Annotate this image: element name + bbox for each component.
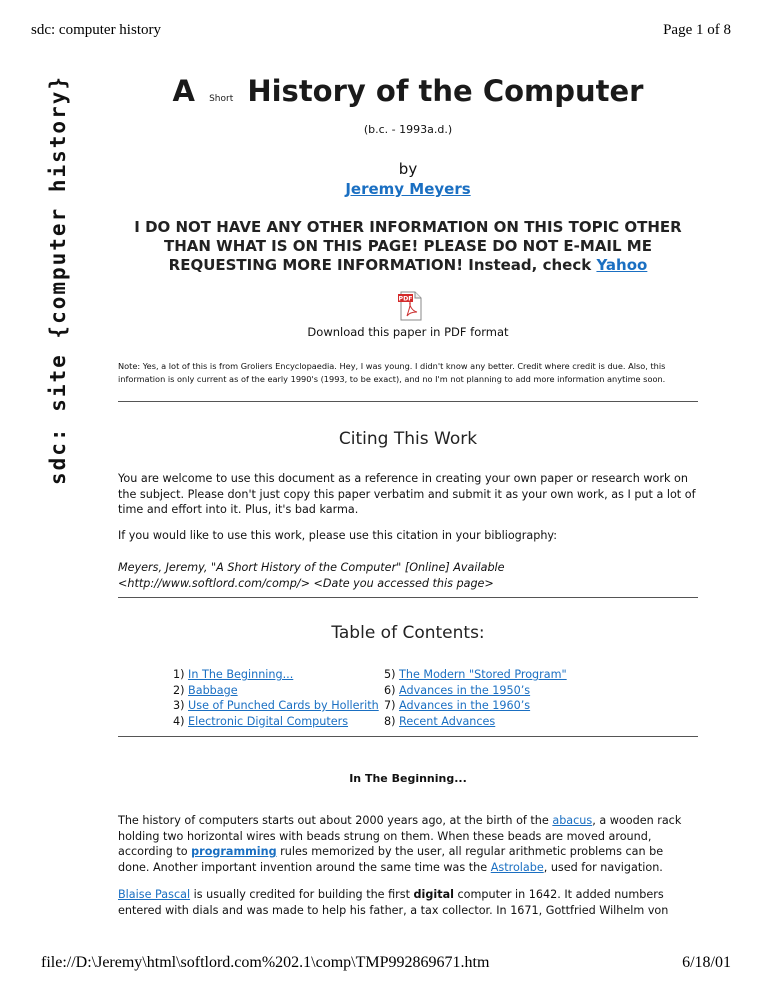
print-footer-path: file://D:\Jeremy\html\softlord.com%202.1\comp\TMP992869671.htm [41, 954, 490, 971]
print-header-page: Page 1 of 8 [663, 22, 731, 38]
toc-item [173, 698, 379, 714]
text-run: The history of computers starts out about 2000 years ago, at the birth of the [118, 814, 549, 827]
pascal-link[interactable]: Blaise Pascal [118, 888, 191, 901]
toc-heading: Table of Contents: [331, 623, 485, 643]
toc-item [384, 683, 567, 699]
text-run: , used for navigation. [543, 860, 663, 874]
citation-text [118, 560, 698, 591]
toc-link-stored-program[interactable]: The Modern "Stored Program" [399, 668, 567, 681]
text-run: , a wooden rack holding two horizontal wires with beads strung on them. When these beads are moved around, according to [118, 814, 682, 858]
toc-item [384, 667, 567, 683]
text-run: is usually credited for building the first [193, 888, 410, 901]
toc-link-electronic[interactable]: Electronic Digital Computers [188, 714, 349, 728]
programming-link[interactable]: programming [191, 845, 277, 858]
print-header-title: sdc: computer history [31, 22, 161, 38]
toc-link-beginning[interactable]: In The Beginning... [188, 668, 294, 681]
toc-item [173, 667, 379, 683]
title-part2: History of the Computer [247, 74, 644, 108]
divider [118, 597, 698, 598]
toc-link-recent[interactable]: Recent Advances [399, 714, 496, 728]
toc-item [173, 683, 379, 699]
toc-number: 3) [173, 699, 185, 712]
abacus-link[interactable]: abacus [552, 814, 593, 827]
beginning-heading: In The Beginning... [349, 772, 467, 785]
text-run: rules memorized by the user, all regular arithmetic problems can be done. Another important invention around the same time was the [118, 845, 664, 874]
astrolabe-link[interactable]: Astrolabe [490, 860, 544, 874]
warning-notice [118, 218, 698, 275]
citation-intro: If you would like to use this work, please use this citation in your bibliography: [118, 529, 557, 542]
citation-line-2: <http://www.softlord.com/comp/> <Date you accessed this page> [118, 576, 494, 590]
page-title [118, 74, 698, 108]
citation-line-1: Meyers, Jeremy, "A Short History of the Computer" [Online] Available [118, 561, 505, 574]
by-label: by [398, 160, 418, 178]
side-banner-text: sdc: site {computer history} [46, 74, 70, 486]
download-pdf-link[interactable]: Download this paper in PDF format [307, 325, 509, 339]
citing-paragraph: You are welcome to use this document as a reference in creating your own paper or research work on the subject. Please don't just copy this paper verbatim and submit it as your own work, as I put a lot of time and effort into it. Plus, it's bad karma. [118, 472, 696, 516]
toc-number: 4) [173, 714, 185, 728]
toc-number: 7) [384, 699, 396, 712]
note-text: Note: Yes, a lot of this is from Groliers Encyclopaedia. Hey, I was young. I didn't know any better. Credit where credit is due. Also, this information is only current as of the early 1990's (1993, to be exact), and no I'm not planning to add more information anytime soon. [118, 361, 666, 384]
toc-number: 1) [173, 668, 185, 681]
download-pdf-line [118, 325, 698, 339]
divider [118, 401, 698, 402]
toc-number: 8) [384, 714, 396, 728]
digital-term: digital [413, 888, 454, 901]
toc-item [384, 698, 567, 714]
toc-item [384, 714, 567, 730]
author-link[interactable]: Jeremy Meyers [345, 180, 471, 198]
toc-item [173, 714, 379, 730]
toc-column-left [173, 667, 379, 729]
title-part1: A [172, 74, 195, 108]
toc-link-1950s[interactable]: Advances in the 1950’s [399, 683, 531, 697]
yahoo-link[interactable]: Yahoo [596, 256, 648, 274]
toc-link-babbage[interactable]: Babbage [188, 683, 238, 697]
divider [118, 736, 698, 737]
beginning-paragraph-2 [118, 887, 698, 918]
warning-text: I DO NOT HAVE ANY OTHER INFORMATION ON THIS TOPIC OTHER THAN WHAT IS ON THIS PAGE! PLEASE DO NOT E-MAIL ME REQUESTING MORE INFORMATION! Instead, check [134, 218, 682, 274]
pdf-icon-label: PDF [398, 295, 413, 303]
pdf-icon[interactable] [398, 291, 422, 321]
beginning-paragraph-1 [118, 813, 698, 875]
toc-column-right [384, 667, 567, 729]
print-footer-date: 6/18/01 [682, 954, 731, 971]
text-run: computer in 1642. It added numbers entered with dials and was made to help his father, a tax collector. In 1671, Gottfried Wilhelm von [118, 888, 669, 917]
toc-link-hollerith[interactable]: Use of Punched Cards by Hollerith [188, 699, 379, 712]
toc-number: 5) [384, 668, 396, 681]
toc-link-1960s[interactable]: Advances in the 1960’s [399, 699, 531, 712]
title-small: Short [209, 94, 234, 104]
citing-heading: Citing This Work [338, 429, 478, 449]
toc-number: 2) [173, 683, 185, 697]
toc-number: 6) [384, 683, 396, 697]
date-range: (b.c. - 1993a.d.) [363, 123, 453, 136]
author-line [118, 180, 698, 198]
